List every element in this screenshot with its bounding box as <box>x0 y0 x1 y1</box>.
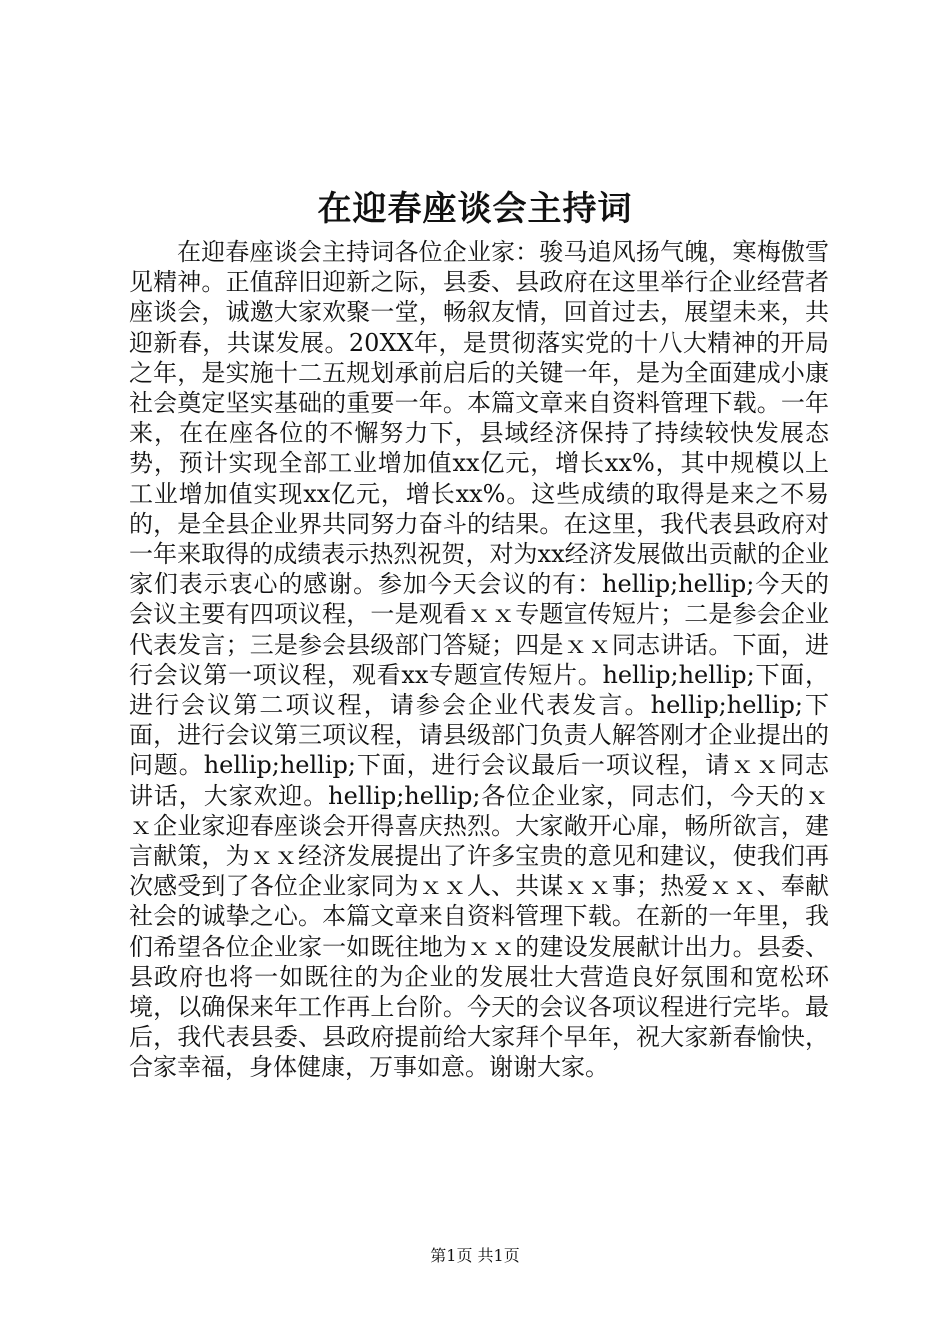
page-number-footer: 第1页 共1页 <box>430 1246 520 1265</box>
document-body-paragraph: 在迎春座谈会主持词各位企业家：骏马追风扬气魄，寒梅傲雪见精神。正值辞旧迎新之际，县委、县政府在这里举行企业经营者座谈会，诚邀大家欢聚一堂，畅叙友情，回首过去，展望未来，共迎新春，共谋发展。20XX年，是贯彻落实党的十八大精神的开局之年，是实施十二五规划承前启后的关键一年，是为全面建成小康社会奠定坚实基础的重要一年。本篇文章来自资料管理下载。一年来，在在座各位的不懈努力下，县域经济保持了持续较快发展态势，预计实现全部工业增加值xx亿元，增长xx%，其中规模以上工业增加值实现xx亿元，增长xx%。这些成绩的取得是来之不易的，是全县企业界共同努力奋斗的结果。在这里，我代表县政府对一年来取得的成绩表示热烈祝贺，对为xx经济发展做出贡献的企业家们表示衷心的感谢。参加今天会议的有：hellip;hellip;今天的会议主要有四项议程，一是观看ｘｘ专题宣传短片；二是参会企业代表发言；三是参会县级部门答疑；四是ｘｘ同志讲话。下面，进行会议第一项议程，观看xx专题宣传短片。hellip;hellip;下面，进行会议第二项议程，请参会企业代表发言。hellip;hellip;下面，进行会议第三项议程，请县级部门负责人解答刚才企业提出的问题。hellip;hellip;下面，进行会议最后一项议程，请ｘｘ同志讲话，大家欢迎。hellip;hellip;各位企业家，同志们，今天的ｘｘ企业家迎春座谈会开得喜庆热烈。大家敞开心扉，畅所欲言，建言献策，为ｘｘ经济发展提出了许多宝贵的意见和建议，使我们再次感受到了各位企业家同为ｘｘ人、共谋ｘｘ事；热爱ｘｘ、奉献社会的诚挚之心。本篇文章来自资料管理下载。在新的一年里，我们希望各位企业家一如既往地为ｘｘ的建设发展献计出力。县委、县政府也将一如既往的为企业的发展壮大营造良好氛围和宽松环境，以确保来年工作再上台阶。今天的会议各项议程进行完毕。最后，我代表县委、县政府提前给大家拜个早年，祝大家新春愉快，合家幸福，身体健康，万事如意。谢谢大家。 <box>129 238 829 1082</box>
document-title: 在迎春座谈会主持词 <box>317 189 633 229</box>
